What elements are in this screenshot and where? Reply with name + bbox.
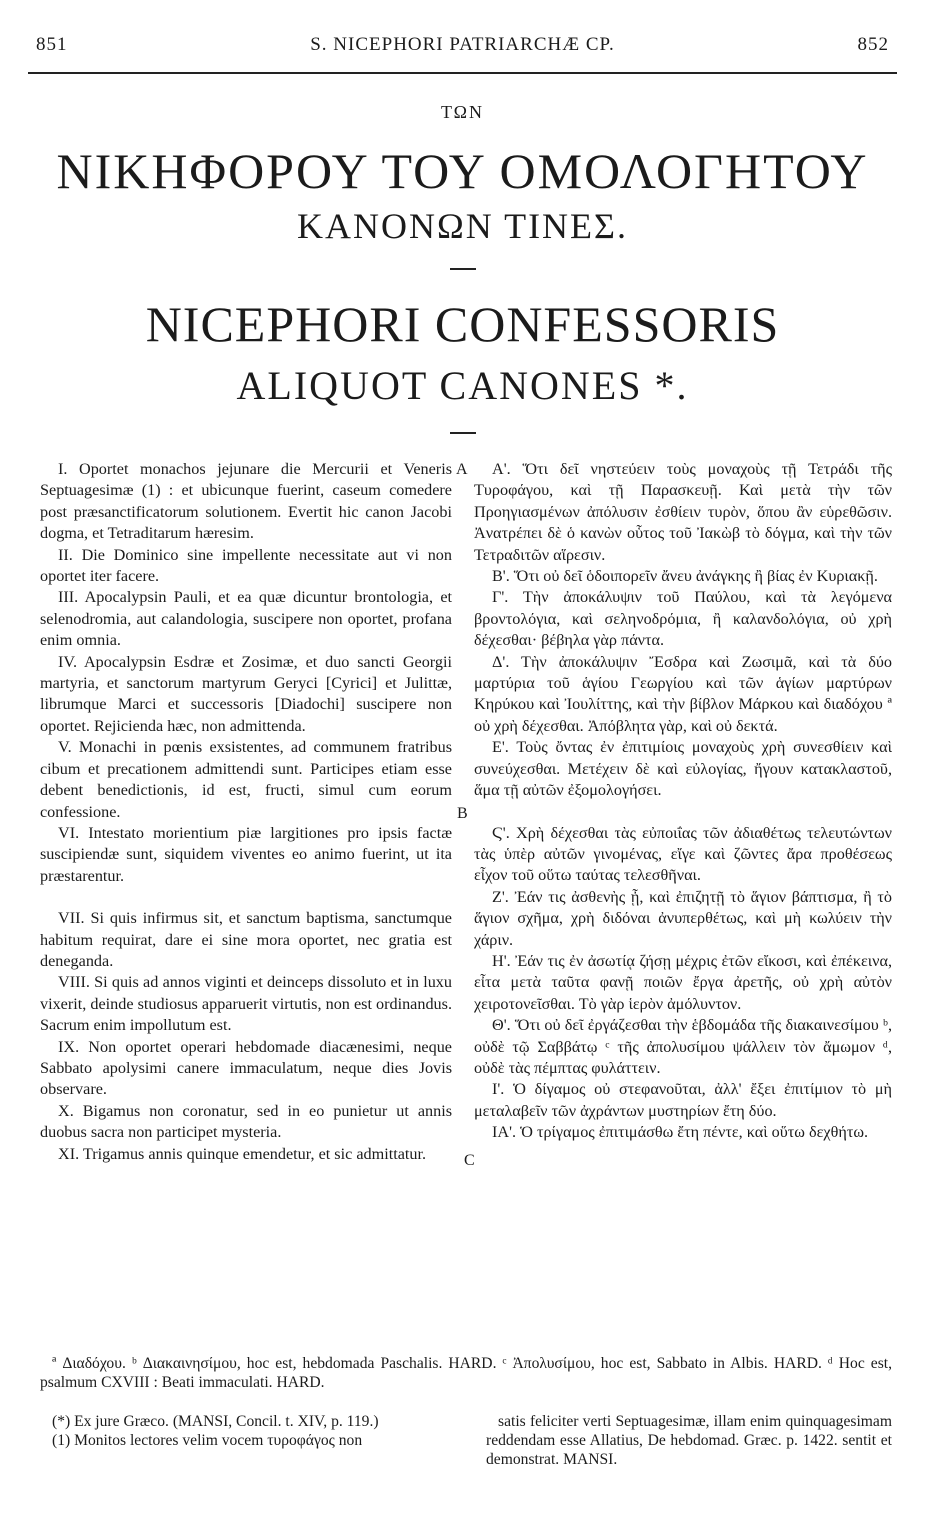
running-head [30,34,895,62]
greek-canon: Ϛ'. Χρὴ δέχεσθαι τὰς εὐποιΐας τῶν ἀδιαθέτως τελευτώντων τὰς ὑπὲρ αὐτῶν γινομένας, εἴγε καὶ ζῶντες ἄρα προθέσεως εἶχον τοῦ οὕτω ταύτας τελεσθῆναι. [474,823,892,885]
latin-canon: IX. Non oportet operari hebdomade diacænesimi, neque Sabbato apolysimi canere immaculatum, neque dies Jovis observare. [40,1037,452,1099]
latin-canon: VIII. Si quis ad annos viginti et deinceps dissoluto et in luxu vixerit, deinde studiosus apparuerit virtutis, non est ordinandus. Sacrum enim impollutum est. [40,973,452,1035]
greek-title-line2: ΚΑΝΟΝΩΝ ΤΙΝΕΣ. [296,206,628,246]
greek-canon: Β'. Ὅτι οὐ δεῖ ὁδοιπορεῖν ἄνευ ἀνάγκης ἢ βίας ἐν Κυριακῇ. [492,567,878,586]
greek-canon: Η'. Ἐάν τις ἐν ἀσωτίᾳ ζήσῃ μέχρις ἐτῶν εἴκοσι, καὶ ἐπέκεινα, εἶτα μετὰ ταῦτα φανῇ ποιῶν ἔργα ἀρετῆς, οὐ χρὴ αὐτὸν χειροτονεῖσθαι. Τὸ γὰρ ἱερὸν ἀμόλυντον. [474,951,892,1013]
footnote-line: ª Διαδόχου. ᵇ Διακαινησίμου, hoc est, hebdomada Paschalis. HARD. ᶜ Ἀπολυσίμου, hoc est, Sabbato in Albis. HARD. ᵈ Hoc est, psalmum CXVIII : Beati immaculati. HARD. [40,1355,892,1391]
latin-canon: I. Oportet monachos jejunare die Mercurii et Veneris Septuagesimæ (1) : et ubicunque fuerint, caseum comedere post præsanctificatorum solutionem. Evertit hic canon Jacobi dogma, et Tetraditarum hæresim. [40,460,452,543]
greek-canon: Α'. Ὅτι δεῖ νηστεύειν τοὺς μοναχοὺς τῇ Τετράδι τῆς Τυροφάγου, καὶ τῇ Παρασκευῇ. Καὶ μετὰ τὴν τῶν Προηγιασμένων ἀπόλυσιν ἐσθίειν τυρὸν, ὅπου ἂν εὑρεθῶσιν. Ἀνατρέπει δὲ ὁ κανὼν οὗτος τοῦ Ἰακὼβ τὸ δόγμα, καὶ τὴν τῶν Τετραδιτῶν αἵρεσιν. [474,460,892,564]
footnotes-lettered [40,1354,892,1392]
header-rule [28,72,897,74]
greek-canon: Γ'. Τὴν ἀποκάλυψιν τοῦ Παύλου, καὶ τὰ λεγόμενα βροντολόγια, καὶ σεληνοδρόμια, ἢ καλανδολόγια, οὐ χρὴ δέχεσθαι· βέβηλα γὰρ πάντα. [474,588,892,650]
latin-title-line1: NICEPHORI CONFESSORIS [145,296,780,352]
latin-canon: XI. Trigamus annis quinque emendetur, et sic admittatur. [58,1144,427,1163]
footnotes-left [40,1412,456,1450]
latin-canon: VI. Intestato morientium piæ largitiones pro ipsis factæ suscipiendæ sunt, siquidem viventes eo animo fuerint, ut ita præstarentur. [40,823,452,885]
margin-letter-c: C [464,1152,475,1169]
greek-title-line1: ΝΙΚΗΦΟΡΟΥ ΤΟΥ ΟΜΟΛΟΓΗΤΟΥ [56,143,869,199]
footnote-continuation: satis feliciter verti Septuagesimæ, illam enim quinquagesimam reddendam esse Allatius, De hebdomad. Græc. p. 1422. sentit et demonstrat. MANSI. [486,1413,892,1468]
latin-canon: X. Bigamus non coronatur, sed in eo punietur ut annis duobus sacra non participet mysteria. [40,1101,452,1142]
title-article: ΤΩΝ [440,102,485,122]
latin-canon: III. Apocalypsin Pauli, et ea quæ dicuntur brontologia, et selenodromia, aut calandologia, suscipere non oportet, profana enim omnia. [40,588,452,650]
greek-canon: Ζ'. Ἐάν τις ἀσθενὴς ᾖ, καὶ ἐπιζητῇ τὸ ἅγιον βάπτισμα, ἢ τὸ ἅγιον σχῆμα, χρὴ διδόναι ἀνυπερθέτως, καὶ μὴ κωλύειν τὴν χάριν. [474,887,892,949]
margin-letter-a: A [456,461,468,478]
greek-canon: Θ'. Ὅτι οὐ δεῖ ἐργάζεσθαι τὴν ἑβδομάδα τῆς διακαινεσίμου ᵇ, οὐδὲ τῷ Σαββάτῳ ᶜ τῆς ἀπολυσίμου ψάλλειν τὸν ἄμωμον ᵈ, οὐδὲ τὰς πέμπτας φυλάττειν. [474,1016,892,1077]
title-divider [450,268,476,270]
page-number-left: 851 [36,34,68,55]
footnote-note: (1) Monitos lectores velim vocem τυροφάγος non [52,1432,363,1449]
latin-canon: VII. Si quis infirmus sit, et sanctum baptisma, sanctumque habitum requirat, dare ei sine mora oportet, nec gratia est deneganda. [40,909,452,970]
margin-letter-b: B [457,805,468,822]
footnote-source: (*) Ex jure Græco. (MANSI, Concil. t. XIV, p. 119.) [52,1413,379,1430]
page-number-right: 852 [857,34,889,55]
latin-title-line2: ALIQUOT CANONES *. [236,363,689,408]
latin-canon: V. Monachi in pœnis exsistentes, ad communem fratribus cibum et precationem admittendi sunt. Participes etiam esse debent benedictionis, id est, fructi, simul cum eorum confessione. [40,738,452,821]
title-divider [450,432,476,434]
greek-column [474,459,892,1144]
latin-column [40,459,452,1165]
greek-canon: Ι'. Ὁ δίγαμος οὐ στεφανοῦται, ἀλλ' ἔξει ἐπιτίμιον τὸ μὴ μεταλαβεῖν τῶν ἀχράντων μυστηρίων ἔτη δύο. [474,1080,892,1120]
latin-canon: II. Die Dominico sine impellente necessitate aut vi non oportet iter facere. [40,545,452,586]
footnotes-right [486,1412,892,1469]
latin-canon: IV. Apocalypsin Esdræ et Zosimæ, et duo sancti Georgii martyria, et sanctorum martyrum Geryci [Cyrici] et Julittæ, librumque Marci et successoris [Diadochi] suscipere non oportet. Rejicienda hæc, non admittenda. [40,652,452,735]
greek-canon: Ε'. Τοὺς ὄντας ἐν ἐπιτιμίοις μοναχοὺς χρὴ συνεσθίειν καὶ συνεύχεσθαι. Μετέχειν δὲ καὶ εὐλογίας, ἤγουν κατακλαστοῦ, ἅμα τῇ αὐτῶν ἐξομολογήσει. [474,738,892,800]
greek-canon: ΙΑ'. Ὁ τρίγαμος ἐπιτιμάσθω ἔτη πέντε, καὶ οὕτω δεχθήτω. [492,1123,869,1142]
greek-canon: Δ'. Τὴν ἀποκάλυψιν Ἔσδρα καὶ Ζωσιμᾶ, καὶ τὰ δύο μαρτύρια τοῦ ἁγίου Γεωργίου καὶ τῶν ἁγίων μαρτύρων Κηρύκου καὶ Ἰουλίττης, καὶ τὴν βίβλον Μάρκου καὶ διαδόχου ª οὐ χρὴ δέχεσθαι. Ἀπόβλητα γὰρ, καὶ οὐ δεκτά. [474,652,892,735]
running-title: S. NICEPHORI PATRIARCHÆ CP. [310,34,615,55]
